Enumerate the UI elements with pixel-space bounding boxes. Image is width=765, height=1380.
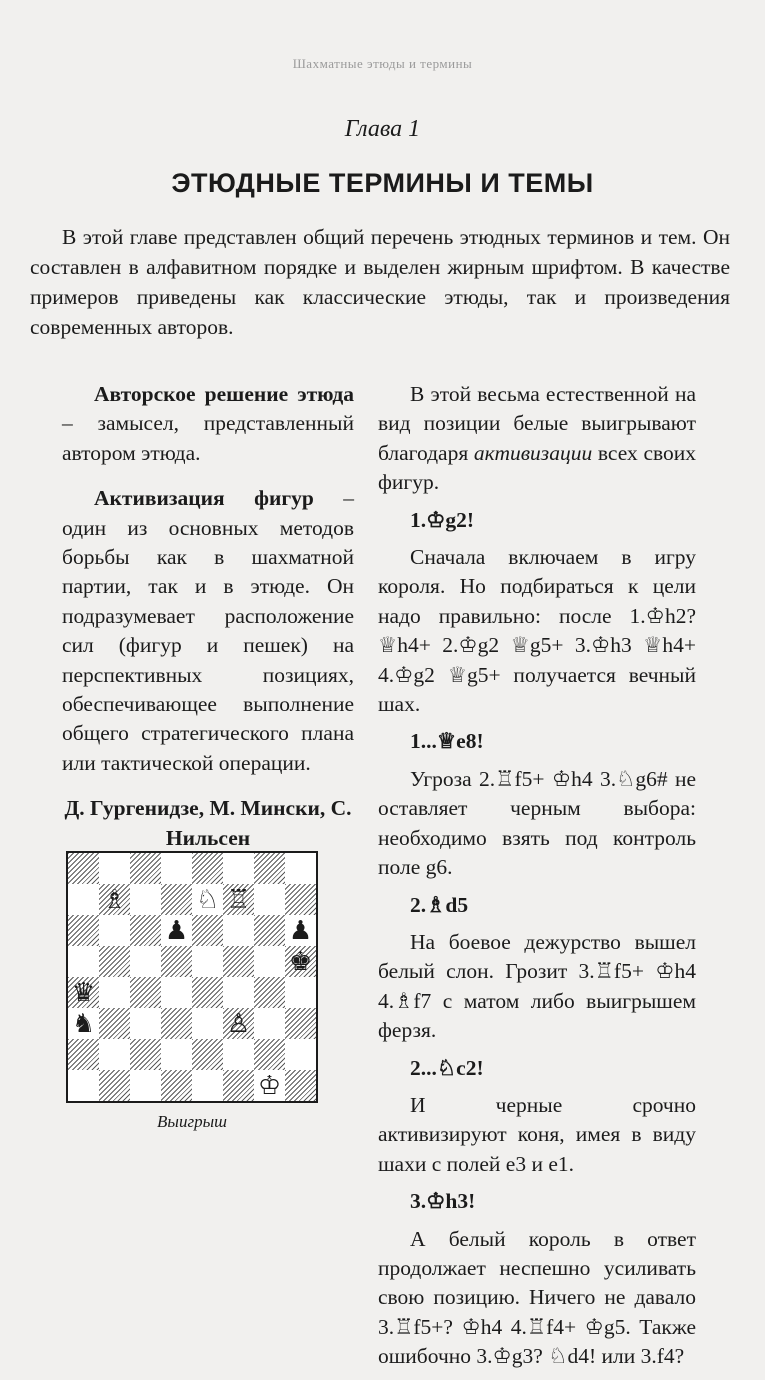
- solution-paragraph: И черные срочно активизируют коня, имея в виду шахи с полей e3 и e1.: [378, 1092, 696, 1176]
- square-d8: [161, 853, 192, 884]
- square-b8: [99, 853, 130, 884]
- square-f1: [223, 1070, 254, 1101]
- square-d3: [161, 1008, 192, 1039]
- black-pawn-icon: ♟: [288, 915, 313, 946]
- square-e2: [192, 1039, 223, 1070]
- square-e8: [192, 853, 223, 884]
- square-h3: [285, 1008, 316, 1039]
- square-b1: [99, 1070, 130, 1101]
- square-b4: [99, 977, 130, 1008]
- square-h6: [285, 915, 316, 946]
- square-d7: [161, 884, 192, 915]
- square-c3: [130, 1008, 161, 1039]
- chess-diagram: [66, 851, 318, 1103]
- square-a2: [68, 1039, 99, 1070]
- square-a8: [68, 853, 99, 884]
- square-g5: [254, 946, 285, 977]
- square-e3: [192, 1008, 223, 1039]
- square-e6: [192, 915, 223, 946]
- square-f4: [223, 977, 254, 1008]
- move-line: 2...♘c2!: [410, 1055, 484, 1080]
- solution-paragraph: А белый король в ответ продолжает неспешно усиливать свою позицию. Ничего не давало 3.♖f5+? ♔h4 4.♖f4+ ♔g5. Также ошибочно 3.♔g3? ♘d4! или 3.f4?: [378, 1226, 696, 1369]
- square-g2: [254, 1039, 285, 1070]
- square-h7: [285, 884, 316, 915]
- chapter-label: Глава 1: [344, 116, 421, 142]
- square-b7: [99, 884, 130, 915]
- term-name: Авторское решение этюда: [94, 382, 354, 406]
- move-line: 2.♗d5: [410, 892, 469, 917]
- square-c8: [130, 853, 161, 884]
- white-rook-icon: ♖: [226, 884, 251, 915]
- square-a1: [68, 1070, 99, 1101]
- white-pawn-icon: ♙: [226, 1008, 251, 1039]
- square-f7: [223, 884, 254, 915]
- square-d4: [161, 977, 192, 1008]
- square-d6: [161, 915, 192, 946]
- square-e1: [192, 1070, 223, 1101]
- running-header: Шахматные этюды и термины: [292, 56, 473, 71]
- square-b6: [99, 915, 130, 946]
- square-g1: [254, 1070, 285, 1101]
- emphasis-text: активизации: [473, 440, 593, 465]
- square-c6: [130, 915, 161, 946]
- term-author-solution: [62, 380, 354, 468]
- square-e7: [192, 884, 223, 915]
- move-line: 1.♔g2!: [410, 507, 475, 532]
- square-a3: [68, 1008, 99, 1039]
- term-name: Активизация фигур: [94, 486, 314, 511]
- square-h2: [285, 1039, 316, 1070]
- white-bishop-icon: ♗: [102, 884, 127, 915]
- square-d1: [161, 1070, 192, 1101]
- square-f3: [223, 1008, 254, 1039]
- square-b2: [99, 1039, 130, 1070]
- square-g4: [254, 977, 285, 1008]
- square-b5: [99, 946, 130, 977]
- solution-paragraph: На боевое дежурство вышел белый слон. Грозит 3.♖f5+ ♔h4 4.♗f7 с матом либо выигрышем ферзя.: [378, 929, 696, 1043]
- right-column: [378, 380, 696, 1380]
- square-e4: [192, 977, 223, 1008]
- square-h5: [285, 946, 316, 977]
- square-h8: [285, 853, 316, 884]
- black-pawn-icon: ♟: [164, 915, 189, 946]
- chess-board: [68, 853, 316, 1101]
- chapter-title: ЭТЮДНЫЕ ТЕРМИНЫ И ТЕМЫ: [171, 168, 594, 198]
- intro-paragraph: В этой главе представлен общий перечень этюдных терминов и тем. Он составлен в алфавитном порядке и выделен жирным шрифтом. В качестве примеров приведены как классические этюды, так и произведения современных авторов.: [30, 225, 730, 339]
- square-g6: [254, 915, 285, 946]
- square-f5: [223, 946, 254, 977]
- black-king-icon: ♚: [288, 946, 313, 977]
- square-h1: [285, 1070, 316, 1101]
- black-queen-icon: ♛: [71, 977, 96, 1008]
- term-definition: – один из основных методов борьбы как в шахматной партии, так и в этюде. Он подразумевает расположение сил (фигур и пешек) на перспективных позициях, обеспечивающее выполнение общего стратегического плана или тактической операции.: [62, 486, 354, 775]
- term-definition: – замысел, представленный автором этюда.: [62, 411, 354, 465]
- diagram-caption: Выигрыш: [157, 1112, 227, 1131]
- square-a7: [68, 884, 99, 915]
- square-h4: [285, 977, 316, 1008]
- solution-paragraph: [378, 380, 696, 498]
- square-c2: [130, 1039, 161, 1070]
- study-authors: Д. Гургенидзе, М. Мински, С. Нильсен: [64, 796, 352, 850]
- square-b3: [99, 1008, 130, 1039]
- text-run: В этой весьма естественной на вид позиции белые выигрывают благодаря: [378, 382, 696, 465]
- square-g7: [254, 884, 285, 915]
- text-run: всех своих фигур.: [378, 440, 696, 495]
- square-a5: [68, 946, 99, 977]
- square-c5: [130, 946, 161, 977]
- term-activation: [62, 484, 354, 778]
- move-line: 3.♔h3!: [410, 1189, 476, 1214]
- square-d2: [161, 1039, 192, 1070]
- square-e5: [192, 946, 223, 977]
- solution-paragraph: Сначала включаем в игру короля. Но подбираться к цели надо правильно: после 1.♔h2? ♕h4+ 2.♔g2 ♕g5+ 3.♔h3 ♕h4+ 4.♔g2 ♕g5+ получается вечный шах.: [378, 545, 696, 717]
- black-knight-icon: ♞: [71, 1008, 96, 1039]
- left-column: [62, 380, 354, 899]
- square-g3: [254, 1008, 285, 1039]
- square-c4: [130, 977, 161, 1008]
- square-c1: [130, 1070, 161, 1101]
- move-line: 1...♕e8!: [410, 729, 484, 754]
- square-g8: [254, 853, 285, 884]
- square-d5: [161, 946, 192, 977]
- solution-paragraph: Угроза 2.♖f5+ ♔h4 3.♘g6# не оставляет черным выбора: необходимо взять под контроль поле g6.: [378, 766, 696, 880]
- white-king-icon: ♔: [257, 1070, 282, 1101]
- square-f8: [223, 853, 254, 884]
- square-a6: [68, 915, 99, 946]
- square-f6: [223, 915, 254, 946]
- square-a4: [68, 977, 99, 1008]
- square-f2: [223, 1039, 254, 1070]
- square-c7: [130, 884, 161, 915]
- white-knight-icon: ♘: [195, 884, 220, 915]
